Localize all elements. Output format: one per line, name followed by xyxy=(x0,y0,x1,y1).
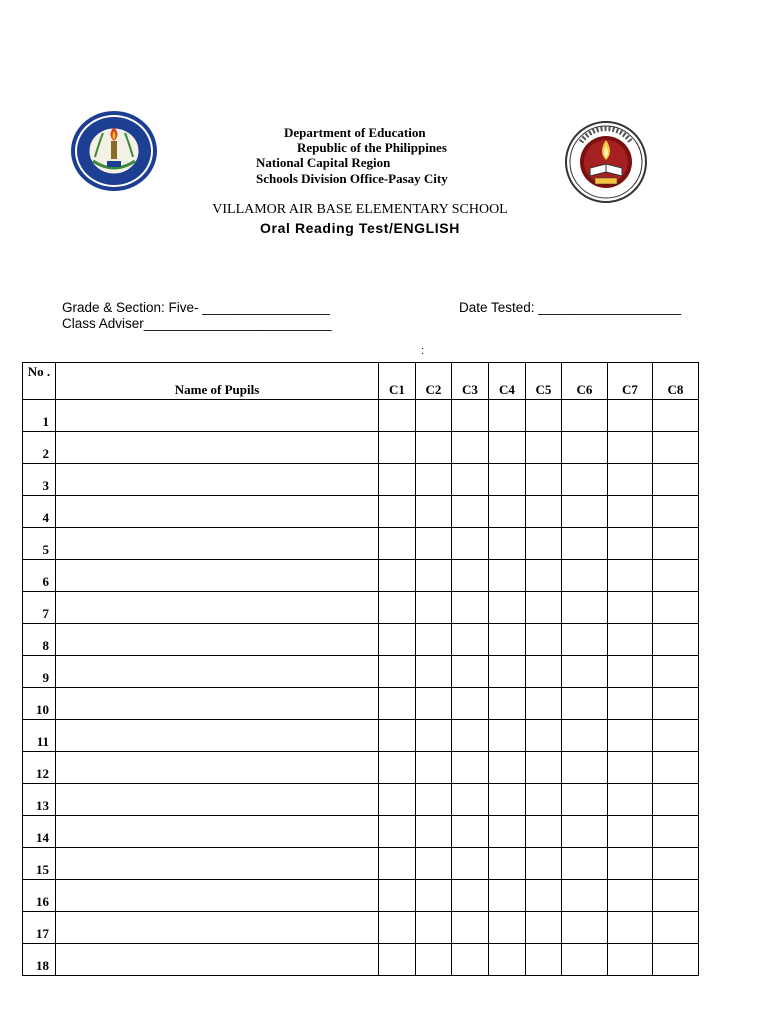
score-cell-c2[interactable] xyxy=(416,624,452,656)
score-cell-c7[interactable] xyxy=(608,464,653,496)
score-cell-c4[interactable] xyxy=(489,464,526,496)
header-c8: C8 xyxy=(653,363,699,400)
score-cell-c4[interactable] xyxy=(489,560,526,592)
score-cell-c7[interactable] xyxy=(608,912,653,944)
table-header-row xyxy=(23,363,699,400)
table-row xyxy=(23,624,699,656)
score-cell-c2[interactable] xyxy=(416,400,452,432)
table-row xyxy=(23,912,699,944)
score-cell-c8[interactable] xyxy=(653,688,699,720)
table-row xyxy=(23,592,699,624)
score-cell-c6[interactable] xyxy=(562,752,608,784)
score-cell-c7[interactable] xyxy=(608,880,653,912)
table-row xyxy=(23,528,699,560)
score-cell-c8[interactable] xyxy=(653,784,699,816)
score-cell-c3[interactable] xyxy=(452,816,489,848)
table-row xyxy=(23,432,699,464)
table-row xyxy=(23,400,699,432)
score-cell-c8[interactable] xyxy=(653,496,699,528)
test-title: Oral Reading Test/ENGLISH xyxy=(260,220,460,236)
score-cell-c4[interactable] xyxy=(489,400,526,432)
class-adviser-field: Class Adviser_________________________ xyxy=(62,316,332,331)
score-cell-c5[interactable] xyxy=(526,784,562,816)
row-number: 13 xyxy=(23,784,56,816)
row-number: 4 xyxy=(23,496,56,528)
score-cell-c5[interactable] xyxy=(526,944,562,976)
score-cell-c6[interactable] xyxy=(562,592,608,624)
score-cell-c6[interactable] xyxy=(562,944,608,976)
score-cell-c5[interactable] xyxy=(526,912,562,944)
score-cell-c1[interactable] xyxy=(379,752,416,784)
score-cell-c1[interactable] xyxy=(379,592,416,624)
score-cell-c7[interactable] xyxy=(608,624,653,656)
pupil-name-cell[interactable] xyxy=(56,432,379,464)
score-cell-c7[interactable] xyxy=(608,848,653,880)
score-cell-c2[interactable] xyxy=(416,464,452,496)
score-cell-c2[interactable] xyxy=(416,688,452,720)
score-cell-c6[interactable] xyxy=(562,784,608,816)
score-cell-c4[interactable] xyxy=(489,944,526,976)
score-cell-c6[interactable] xyxy=(562,720,608,752)
score-cell-c3[interactable] xyxy=(452,880,489,912)
header-name-of-pupils: Name of Pupils xyxy=(56,363,379,400)
row-number: 7 xyxy=(23,592,56,624)
score-cell-c7[interactable] xyxy=(608,400,653,432)
score-cell-c4[interactable] xyxy=(489,528,526,560)
score-cell-c7[interactable] xyxy=(608,432,653,464)
score-cell-c6[interactable] xyxy=(562,400,608,432)
score-cell-c2[interactable] xyxy=(416,496,452,528)
score-cell-c3[interactable] xyxy=(452,848,489,880)
row-number: 18 xyxy=(23,944,56,976)
score-cell-c1[interactable] xyxy=(379,496,416,528)
score-cell-c8[interactable] xyxy=(653,624,699,656)
score-cell-c2[interactable] xyxy=(416,528,452,560)
score-cell-c5[interactable] xyxy=(526,656,562,688)
table-row xyxy=(23,688,699,720)
score-cell-c2[interactable] xyxy=(416,656,452,688)
score-cell-c4[interactable] xyxy=(489,880,526,912)
table-row xyxy=(23,752,699,784)
score-cell-c1[interactable] xyxy=(379,464,416,496)
row-number: 17 xyxy=(23,912,56,944)
row-number: 3 xyxy=(23,464,56,496)
row-number: 10 xyxy=(23,688,56,720)
score-cell-c8[interactable] xyxy=(653,880,699,912)
score-cell-c2[interactable] xyxy=(416,848,452,880)
score-cell-c2[interactable] xyxy=(416,592,452,624)
score-cell-c4[interactable] xyxy=(489,496,526,528)
pupil-name-cell[interactable] xyxy=(56,528,379,560)
grade-section-field: Grade & Section: Five- _________________ xyxy=(62,300,330,315)
row-number: 6 xyxy=(23,560,56,592)
score-cell-c2[interactable] xyxy=(416,816,452,848)
score-cell-c5[interactable] xyxy=(526,624,562,656)
pupil-name-cell[interactable] xyxy=(56,624,379,656)
header-c4: C4 xyxy=(489,363,526,400)
score-cell-c1[interactable] xyxy=(379,432,416,464)
school-name: VILLAMOR AIR BASE ELEMENTARY SCHOOL xyxy=(212,202,508,217)
score-cell-c1[interactable] xyxy=(379,528,416,560)
score-cell-c3[interactable] xyxy=(452,496,489,528)
pupil-name-cell[interactable] xyxy=(56,656,379,688)
table-row xyxy=(23,656,699,688)
header-c6: C6 xyxy=(562,363,608,400)
date-tested-field: Date Tested: ___________________ xyxy=(459,300,681,315)
score-cell-c4[interactable] xyxy=(489,816,526,848)
score-cell-c3[interactable] xyxy=(452,944,489,976)
score-cell-c8[interactable] xyxy=(653,560,699,592)
score-cell-c8[interactable] xyxy=(653,816,699,848)
score-cell-c6[interactable] xyxy=(562,528,608,560)
score-cell-c1[interactable] xyxy=(379,784,416,816)
score-cell-c8[interactable] xyxy=(653,464,699,496)
header-republic: Republic of the Philippines xyxy=(297,140,447,155)
score-cell-c7[interactable] xyxy=(608,656,653,688)
score-cell-c1[interactable] xyxy=(379,944,416,976)
header-c7: C7 xyxy=(608,363,653,400)
score-cell-c5[interactable] xyxy=(526,560,562,592)
score-cell-c3[interactable] xyxy=(452,720,489,752)
school-seal-logo xyxy=(69,109,159,193)
row-number: 1 xyxy=(23,400,56,432)
score-cell-c7[interactable] xyxy=(608,944,653,976)
table-row xyxy=(23,560,699,592)
header-no: No . xyxy=(23,363,56,400)
score-cell-c2[interactable] xyxy=(416,784,452,816)
score-cell-c3[interactable] xyxy=(452,400,489,432)
score-cell-c8[interactable] xyxy=(653,656,699,688)
score-cell-c2[interactable] xyxy=(416,944,452,976)
score-cell-c3[interactable] xyxy=(452,624,489,656)
pupil-name-cell[interactable] xyxy=(56,848,379,880)
score-cell-c1[interactable] xyxy=(379,560,416,592)
score-cell-c5[interactable] xyxy=(526,496,562,528)
score-cell-c6[interactable] xyxy=(562,624,608,656)
score-cell-c1[interactable] xyxy=(379,720,416,752)
score-cell-c4[interactable] xyxy=(489,624,526,656)
score-cell-c6[interactable] xyxy=(562,496,608,528)
score-cell-c5[interactable] xyxy=(526,816,562,848)
score-cell-c8[interactable] xyxy=(653,528,699,560)
score-cell-c5[interactable] xyxy=(526,464,562,496)
pupil-name-cell[interactable] xyxy=(56,688,379,720)
score-cell-c3[interactable] xyxy=(452,432,489,464)
school-seal-icon xyxy=(69,109,159,193)
score-cell-c2[interactable] xyxy=(416,912,452,944)
score-cell-c5[interactable] xyxy=(526,592,562,624)
header-department: Department of Education xyxy=(284,125,426,140)
pupil-name-cell[interactable] xyxy=(56,784,379,816)
score-cell-c8[interactable] xyxy=(653,752,699,784)
score-cell-c1[interactable] xyxy=(379,880,416,912)
score-cell-c1[interactable] xyxy=(379,816,416,848)
score-cell-c2[interactable] xyxy=(416,560,452,592)
score-cell-c5[interactable] xyxy=(526,400,562,432)
score-cell-c3[interactable] xyxy=(452,560,489,592)
score-cell-c6[interactable] xyxy=(562,816,608,848)
pupil-name-cell[interactable] xyxy=(56,464,379,496)
score-cell-c2[interactable] xyxy=(416,432,452,464)
score-cell-c7[interactable] xyxy=(608,592,653,624)
row-number: 12 xyxy=(23,752,56,784)
score-cell-c8[interactable] xyxy=(653,848,699,880)
score-cell-c7[interactable] xyxy=(608,688,653,720)
row-number: 5 xyxy=(23,528,56,560)
score-cell-c8[interactable] xyxy=(653,592,699,624)
score-cell-c4[interactable] xyxy=(489,656,526,688)
score-cell-c7[interactable] xyxy=(608,496,653,528)
row-number: 14 xyxy=(23,816,56,848)
score-cell-c6[interactable] xyxy=(562,432,608,464)
score-cell-c5[interactable] xyxy=(526,848,562,880)
score-cell-c4[interactable] xyxy=(489,912,526,944)
pupil-name-cell[interactable] xyxy=(56,592,379,624)
score-cell-c8[interactable] xyxy=(653,432,699,464)
score-cell-c1[interactable] xyxy=(379,912,416,944)
score-cell-c1[interactable] xyxy=(379,624,416,656)
score-cell-c5[interactable] xyxy=(526,880,562,912)
table-row xyxy=(23,880,699,912)
pupil-name-cell[interactable] xyxy=(56,880,379,912)
row-number: 15 xyxy=(23,848,56,880)
score-cell-c7[interactable] xyxy=(608,784,653,816)
table-row xyxy=(23,944,699,976)
pupils-table xyxy=(22,362,699,976)
score-cell-c2[interactable] xyxy=(416,752,452,784)
score-cell-c4[interactable] xyxy=(489,848,526,880)
score-cell-c4[interactable] xyxy=(489,720,526,752)
score-cell-c6[interactable] xyxy=(562,464,608,496)
score-cell-c8[interactable] xyxy=(653,400,699,432)
score-cell-c6[interactable] xyxy=(562,688,608,720)
score-cell-c3[interactable] xyxy=(452,912,489,944)
pupil-name-cell[interactable] xyxy=(56,560,379,592)
score-cell-c7[interactable] xyxy=(608,816,653,848)
score-cell-c5[interactable] xyxy=(526,528,562,560)
score-cell-c6[interactable] xyxy=(562,912,608,944)
header-c5: C5 xyxy=(526,363,562,400)
pupil-name-cell[interactable] xyxy=(56,400,379,432)
score-cell-c4[interactable] xyxy=(489,592,526,624)
score-cell-c6[interactable] xyxy=(562,656,608,688)
score-cell-c8[interactable] xyxy=(653,912,699,944)
score-cell-c7[interactable] xyxy=(608,560,653,592)
deped-seal-logo xyxy=(565,120,647,204)
score-cell-c2[interactable] xyxy=(416,880,452,912)
score-cell-c5[interactable] xyxy=(526,720,562,752)
score-cell-c3[interactable] xyxy=(452,528,489,560)
row-number: 9 xyxy=(23,656,56,688)
score-cell-c7[interactable] xyxy=(608,528,653,560)
pupil-name-cell[interactable] xyxy=(56,752,379,784)
table-body xyxy=(23,400,699,976)
score-cell-c3[interactable] xyxy=(452,656,489,688)
pupil-name-cell[interactable] xyxy=(56,720,379,752)
table-row xyxy=(23,816,699,848)
score-cell-c3[interactable] xyxy=(452,464,489,496)
stray-colon: : xyxy=(421,345,425,357)
row-number: 8 xyxy=(23,624,56,656)
score-cell-c6[interactable] xyxy=(562,848,608,880)
score-cell-c5[interactable] xyxy=(526,752,562,784)
score-cell-c4[interactable] xyxy=(489,688,526,720)
header-c3: C3 xyxy=(452,363,489,400)
score-cell-c6[interactable] xyxy=(562,880,608,912)
score-cell-c3[interactable] xyxy=(452,784,489,816)
score-cell-c8[interactable] xyxy=(653,944,699,976)
table-row xyxy=(23,848,699,880)
pupil-name-cell[interactable] xyxy=(56,496,379,528)
row-number: 11 xyxy=(23,720,56,752)
score-cell-c2[interactable] xyxy=(416,720,452,752)
score-cell-c5[interactable] xyxy=(526,432,562,464)
score-cell-c7[interactable] xyxy=(608,720,653,752)
score-cell-c8[interactable] xyxy=(653,720,699,752)
table-row xyxy=(23,784,699,816)
table-row xyxy=(23,720,699,752)
row-number: 2 xyxy=(23,432,56,464)
header-division: Schools Division Office-Pasay City xyxy=(256,171,448,186)
score-cell-c1[interactable] xyxy=(379,400,416,432)
pupil-name-cell[interactable] xyxy=(56,912,379,944)
score-cell-c1[interactable] xyxy=(379,848,416,880)
header-c1: C1 xyxy=(379,363,416,400)
header-c2: C2 xyxy=(416,363,452,400)
score-cell-c3[interactable] xyxy=(452,592,489,624)
score-cell-c7[interactable] xyxy=(608,752,653,784)
score-cell-c4[interactable] xyxy=(489,432,526,464)
score-cell-c3[interactable] xyxy=(452,688,489,720)
table-row xyxy=(23,464,699,496)
score-cell-c4[interactable] xyxy=(489,784,526,816)
pupil-name-cell[interactable] xyxy=(56,944,379,976)
deped-seal-icon xyxy=(565,120,647,204)
table-row xyxy=(23,496,699,528)
score-cell-c4[interactable] xyxy=(489,752,526,784)
score-cell-c1[interactable] xyxy=(379,656,416,688)
score-cell-c3[interactable] xyxy=(452,752,489,784)
header-region: National Capital Region xyxy=(256,155,391,170)
score-cell-c5[interactable] xyxy=(526,688,562,720)
pupil-name-cell[interactable] xyxy=(56,816,379,848)
score-cell-c6[interactable] xyxy=(562,560,608,592)
score-cell-c1[interactable] xyxy=(379,688,416,720)
row-number: 16 xyxy=(23,880,56,912)
